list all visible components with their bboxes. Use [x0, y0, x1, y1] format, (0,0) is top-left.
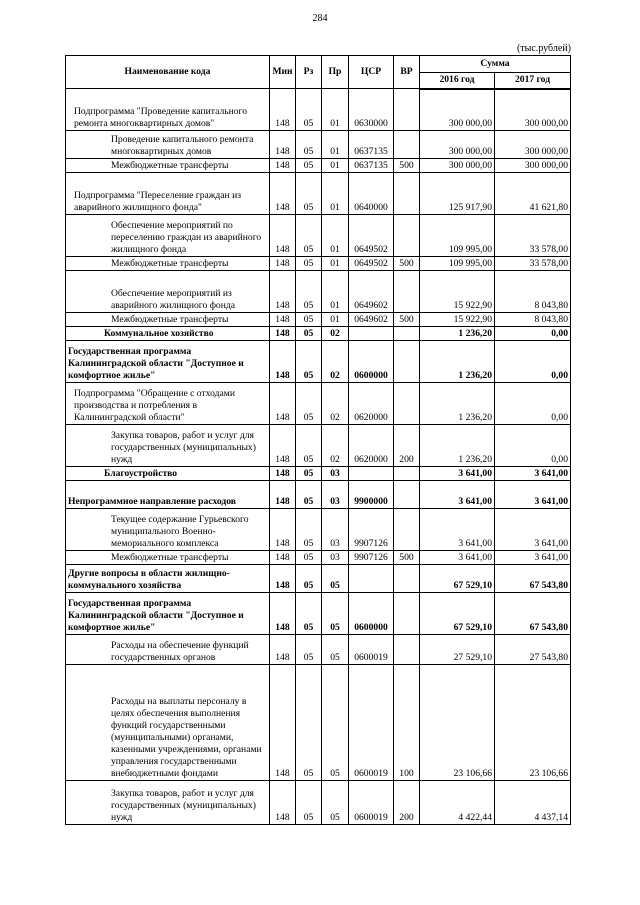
table-row	[66, 565, 571, 593]
table-row	[66, 215, 571, 257]
row-pr: 05	[322, 635, 349, 665]
table-row	[66, 383, 571, 425]
row-csr: 0637135	[349, 159, 394, 173]
row-2016: 23 106,66	[420, 665, 495, 781]
table-row	[66, 313, 571, 327]
row-min: 148	[270, 425, 296, 467]
row-min: 148	[270, 341, 296, 383]
row-2017: 300 000,00	[495, 131, 571, 159]
row-rz: 05	[296, 665, 322, 781]
row-min: 148	[270, 313, 296, 327]
row-vr: 500	[394, 257, 420, 271]
row-pr: 02	[322, 383, 349, 425]
row-2017: 8 043,80	[495, 271, 571, 313]
row-2016: 67 529,10	[420, 593, 495, 635]
row-min: 148	[270, 173, 296, 215]
row-vr: 500	[394, 159, 420, 173]
row-name: Текущее содержание Гурьевского муниципального Военно-мемориального комплекса	[66, 509, 270, 551]
row-vr: 100	[394, 665, 420, 781]
row-name: Расходы на выплаты персоналу в целях обеспечения выполнения функций государственными (муниципальными) органами, казенными учреждениями, органами управления государственными внебюджетными фондами	[66, 665, 270, 781]
row-csr: 0649502	[349, 257, 394, 271]
row-rz: 05	[296, 551, 322, 565]
row-name: Закупка товаров, работ и услуг для государственных (муниципальных) нужд	[66, 425, 270, 467]
row-rz: 05	[296, 257, 322, 271]
row-pr: 03	[322, 509, 349, 551]
row-vr: 500	[394, 313, 420, 327]
row-name: Благоустройство	[66, 467, 270, 481]
table-row	[66, 635, 571, 665]
row-name: Межбюджетные трансферты	[66, 313, 270, 327]
row-2017: 0,00	[495, 341, 571, 383]
row-pr: 01	[322, 313, 349, 327]
row-min: 148	[270, 89, 296, 131]
row-csr: 0600000	[349, 341, 394, 383]
row-min: 148	[270, 215, 296, 257]
row-vr	[394, 635, 420, 665]
row-2016: 3 641,00	[420, 551, 495, 565]
row-min: 148	[270, 781, 296, 825]
row-name: Расходы на обеспечение функций государственных органов	[66, 635, 270, 665]
row-2016: 1 236,20	[420, 425, 495, 467]
row-vr	[394, 271, 420, 313]
row-2016: 67 529,10	[420, 565, 495, 593]
row-rz: 05	[296, 481, 322, 509]
row-2017: 3 641,00	[495, 481, 571, 509]
row-pr: 05	[322, 565, 349, 593]
row-vr	[394, 327, 420, 341]
row-name: Подпрограмма "Переселение граждан из аварийного жилищного фонда"	[66, 173, 270, 215]
row-rz: 05	[296, 271, 322, 313]
row-2017: 23 106,66	[495, 665, 571, 781]
row-rz: 05	[296, 131, 322, 159]
row-csr: 0649602	[349, 271, 394, 313]
table-row	[66, 159, 571, 173]
row-min: 148	[270, 257, 296, 271]
row-2017: 41 621,80	[495, 173, 571, 215]
table-row	[66, 509, 571, 551]
row-csr	[349, 565, 394, 593]
budget-table	[65, 55, 571, 825]
row-vr: 500	[394, 551, 420, 565]
row-2016: 109 995,00	[420, 215, 495, 257]
units-label: (тыс.рублей)	[516, 43, 571, 54]
row-rz: 05	[296, 383, 322, 425]
row-min: 148	[270, 509, 296, 551]
row-2017: 0,00	[495, 383, 571, 425]
row-rz: 05	[296, 89, 322, 131]
table-row	[66, 593, 571, 635]
page-number: 284	[312, 13, 328, 24]
row-2017: 3 641,00	[495, 551, 571, 565]
row-name: Закупка товаров, работ и услуг для государственных (муниципальных) нужд	[66, 781, 270, 825]
row-rz: 05	[296, 341, 322, 383]
row-pr: 01	[322, 89, 349, 131]
header-sum: Сумма	[420, 56, 571, 73]
row-rz: 05	[296, 425, 322, 467]
row-rz: 05	[296, 781, 322, 825]
row-min: 148	[270, 481, 296, 509]
header-2017: 2017 год	[495, 73, 571, 89]
row-pr: 05	[322, 781, 349, 825]
row-rz: 05	[296, 313, 322, 327]
row-2016: 1 236,20	[420, 341, 495, 383]
row-vr	[394, 467, 420, 481]
row-2016: 109 995,00	[420, 257, 495, 271]
row-vr	[394, 215, 420, 257]
row-name: Непрограммное направление расходов	[66, 481, 270, 509]
row-csr	[349, 327, 394, 341]
table-row	[66, 341, 571, 383]
row-rz: 05	[296, 565, 322, 593]
row-2017: 33 578,00	[495, 215, 571, 257]
row-2016: 4 422,44	[420, 781, 495, 825]
row-rz: 05	[296, 327, 322, 341]
row-2016: 300 000,00	[420, 159, 495, 173]
row-2017: 3 641,00	[495, 467, 571, 481]
row-csr: 0620000	[349, 383, 394, 425]
row-name: Межбюджетные трансферты	[66, 257, 270, 271]
row-min: 148	[270, 383, 296, 425]
row-pr: 01	[322, 131, 349, 159]
row-2017: 0,00	[495, 425, 571, 467]
row-pr: 05	[322, 665, 349, 781]
row-csr: 0600019	[349, 781, 394, 825]
row-name: Обеспечение мероприятий по переселению граждан из аварийного жилищного фонда	[66, 215, 270, 257]
row-vr	[394, 173, 420, 215]
table-row	[66, 481, 571, 509]
row-rz: 05	[296, 509, 322, 551]
row-pr: 05	[322, 593, 349, 635]
row-pr: 02	[322, 425, 349, 467]
row-min: 148	[270, 271, 296, 313]
header-csr: ЦСР	[349, 56, 394, 89]
row-csr: 9900000	[349, 481, 394, 509]
row-pr: 02	[322, 341, 349, 383]
row-csr: 0640000	[349, 173, 394, 215]
row-vr	[394, 565, 420, 593]
row-vr	[394, 131, 420, 159]
header-2016: 2016 год	[420, 73, 495, 89]
row-csr: 0620000	[349, 425, 394, 467]
row-2016: 15 922,90	[420, 313, 495, 327]
row-vr	[394, 383, 420, 425]
row-vr	[394, 481, 420, 509]
row-vr	[394, 341, 420, 383]
table-row	[66, 257, 571, 271]
row-rz: 05	[296, 173, 322, 215]
row-2016: 3 641,00	[420, 481, 495, 509]
row-pr: 01	[322, 271, 349, 313]
row-vr: 200	[394, 425, 420, 467]
row-rz: 05	[296, 159, 322, 173]
row-csr: 0600019	[349, 665, 394, 781]
row-2017: 33 578,00	[495, 257, 571, 271]
row-pr: 01	[322, 215, 349, 257]
row-name: Государственная программа Калининградской области "Доступное и комфортное жилье"	[66, 341, 270, 383]
table-row	[66, 327, 571, 341]
table-row	[66, 271, 571, 313]
header-vr: ВР	[394, 56, 420, 89]
row-2016: 1 236,20	[420, 327, 495, 341]
row-name: Межбюджетные трансферты	[66, 159, 270, 173]
row-2016: 3 641,00	[420, 467, 495, 481]
row-min: 148	[270, 327, 296, 341]
header-min: Мин	[270, 56, 296, 89]
row-2016: 15 922,90	[420, 271, 495, 313]
row-2016: 3 641,00	[420, 509, 495, 551]
row-name: Подпрограмма "Проведение капитального ремонта многоквартирных домов"	[66, 89, 270, 131]
row-2017: 3 641,00	[495, 509, 571, 551]
header-rz: Рз	[296, 56, 322, 89]
row-csr	[349, 467, 394, 481]
table-row	[66, 665, 571, 781]
table-row	[66, 89, 571, 131]
row-2017: 0,00	[495, 327, 571, 341]
table-row	[66, 131, 571, 159]
row-csr: 0649502	[349, 215, 394, 257]
row-rz: 05	[296, 467, 322, 481]
row-2017: 67 543,80	[495, 593, 571, 635]
row-vr	[394, 89, 420, 131]
row-pr: 03	[322, 551, 349, 565]
row-2016: 300 000,00	[420, 89, 495, 131]
row-csr: 0600019	[349, 635, 394, 665]
row-2016: 1 236,20	[420, 383, 495, 425]
row-2016: 27 529,10	[420, 635, 495, 665]
row-pr: 01	[322, 257, 349, 271]
row-min: 148	[270, 565, 296, 593]
row-min: 148	[270, 159, 296, 173]
row-csr: 0637135	[349, 131, 394, 159]
row-2016: 300 000,00	[420, 131, 495, 159]
table-row	[66, 425, 571, 467]
table-row	[66, 467, 571, 481]
row-csr: 9907126	[349, 551, 394, 565]
header-pr: Пр	[322, 56, 349, 89]
row-vr	[394, 509, 420, 551]
row-2017: 300 000,00	[495, 89, 571, 131]
row-rz: 05	[296, 635, 322, 665]
row-pr: 02	[322, 327, 349, 341]
table-row	[66, 781, 571, 825]
row-name: Подпрограмма "Обращение с отходами производства и потребления в Калининградской области"	[66, 383, 270, 425]
row-rz: 05	[296, 215, 322, 257]
row-2016: 125 917,90	[420, 173, 495, 215]
row-2017: 8 043,80	[495, 313, 571, 327]
table-row	[66, 173, 571, 215]
row-min: 148	[270, 665, 296, 781]
row-vr: 200	[394, 781, 420, 825]
table-row	[66, 551, 571, 565]
row-2017: 300 000,00	[495, 159, 571, 173]
row-vr	[394, 593, 420, 635]
header-name: Наименование кода	[66, 56, 270, 89]
row-min: 148	[270, 551, 296, 565]
row-name: Межбюджетные трансферты	[66, 551, 270, 565]
row-name: Проведение капитального ремонта многоквартирных домов	[66, 131, 270, 159]
row-pr: 03	[322, 481, 349, 509]
row-min: 148	[270, 635, 296, 665]
row-pr: 03	[322, 467, 349, 481]
row-2017: 67 543,80	[495, 565, 571, 593]
row-csr: 0630000	[349, 89, 394, 131]
row-csr: 0649602	[349, 313, 394, 327]
row-pr: 01	[322, 159, 349, 173]
row-name: Коммунальное хозяйство	[66, 327, 270, 341]
row-rz: 05	[296, 593, 322, 635]
row-2017: 4 437,14	[495, 781, 571, 825]
row-name: Обеспечение мероприятий из аварийного жилищного фонда	[66, 271, 270, 313]
row-csr: 9907126	[349, 509, 394, 551]
row-name: Другие вопросы в области жилищно-коммунального хозяйства	[66, 565, 270, 593]
row-csr: 0600000	[349, 593, 394, 635]
row-pr: 01	[322, 173, 349, 215]
row-min: 148	[270, 467, 296, 481]
row-min: 148	[270, 131, 296, 159]
row-name: Государственная программа Калининградской области "Доступное и комфортное жилье"	[66, 593, 270, 635]
row-min: 148	[270, 593, 296, 635]
row-2017: 27 543,80	[495, 635, 571, 665]
